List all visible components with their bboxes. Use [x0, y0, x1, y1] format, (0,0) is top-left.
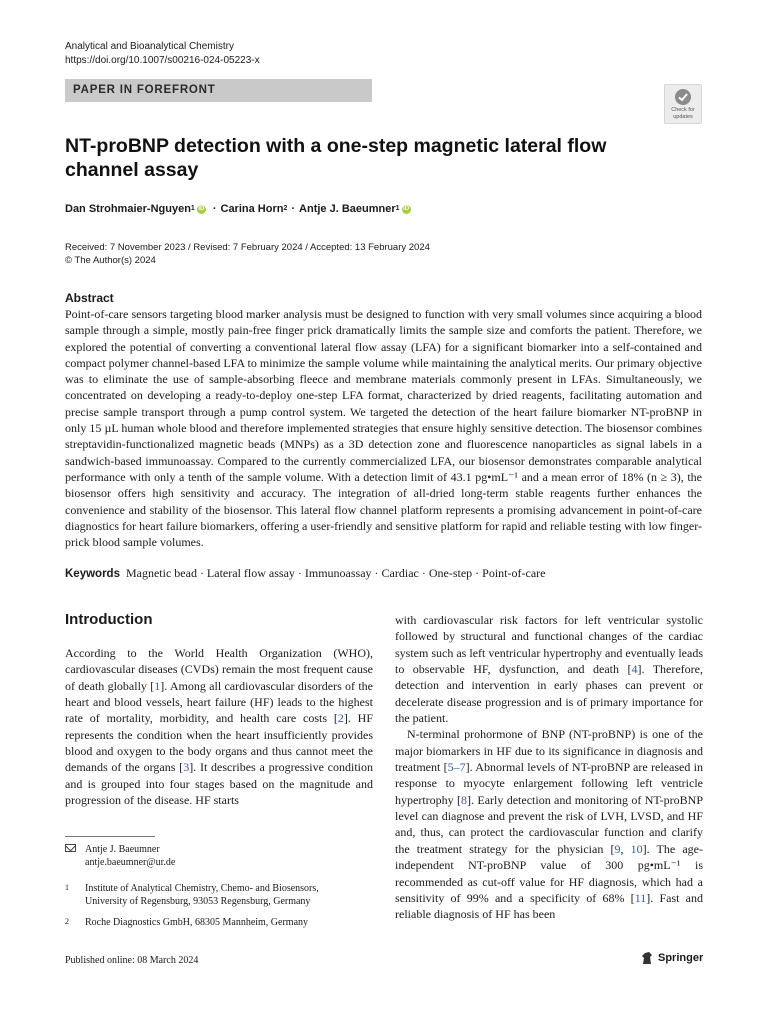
published-date: Published online: 08 March 2024 — [65, 955, 199, 966]
citation-link[interactable]: 5–7 — [447, 760, 466, 775]
check-updates-line2: updates — [673, 114, 693, 120]
article-dates — [65, 241, 430, 267]
journal-name: Analytical and Bioanalytical Chemistry — [65, 41, 234, 52]
corresponding-email[interactable]: antje.baeumner@ur.de — [85, 857, 176, 868]
affiliation-line: University of Regensburg, 93053 Regensburg, Germany — [85, 896, 311, 907]
author-list: Dan Strohmaier-Nguyen 1 iD · Carina Horn 2 · Antje J. Baeumner 1 iD — [65, 203, 410, 215]
check-updates-icon — [674, 88, 692, 106]
copyright: © The Author(s) 2024 — [65, 255, 156, 266]
article-type-banner: PAPER IN FOREFRONT — [65, 79, 372, 102]
intro-paragraph: N-terminal prohormone of BNP (NT-proBNP) is one of the major biomarkers in HF due to its significance in diagnosis and treatment [5–7]. Abnormal levels of NT-proBNP are released in response to myocyte enlargement following left ventricle hypertrophy [8]. Early detection and monitoring of NT-proBNP level can diagnose and prevent the risk of LVH, LVSD, and HF and, thus, can protect the cardiovascular function and clarify the treatment strategy for the physician [9, 10]. The age-independent NT-proBNP value of 300 pg•mL⁻¹ is recommended as cut-off value for HF diagnosis, which had a sensitivity of 99% and a specificity of 68% [11]. Fast and reliable diagnosis of HF has been — [395, 727, 704, 922]
citation-link[interactable]: 4 — [631, 662, 638, 677]
citation-link[interactable]: 3 — [183, 760, 190, 775]
intro-left-column: According to the World Health Organization (WHO), cardiovascular diseases (CVDs) remain the most frequent cause of death globally [1]. Among all cardiovascular disorders of the heart and blood vessels, heart failure (HF) leads to the highest rate of mortality, morbidity, and health care costs [2]. HF represents the condition when the heart insufficiently provides blood and oxygen to the body organs and thus cannot meet the demands of the organs [3]. It describes a progressive condition and is grouped into four stages based on the magnitude and progression of the disease. HF starts — [65, 646, 374, 808]
author-separator: · — [212, 203, 217, 215]
abstract-text: Point-of-care sensors targeting blood marker analysis must be designed to function with very small volumes since acquiring a blood sample through a simple, mostly pain-free finger prick dramatically limits the sample size and comforts the patient. Therefore, we explored the potential of converting a conventional lateral flow assay (LFA) for a significant biomarker into a self-contained and compact polymer channel-based LFA to minimize the sample volume while maintaining the analytical merits. Our primary objective was to eliminate the use of sample-absorbing fleece and membrane materials commonly present in LFAs. Simultaneously, we concentrated on developing a ready-to-deploy one-step LFA format, characterized by dried reagents, facilitating automation and precise sample transport through a pump control system. We targeted the detection of the heart failure biomarker NT-proBNP in only 15 µL human whole blood and therefore implemented strategies that ensure highly sensitive detection. The biosensor combines streptavidin-functionalized magnetic beads (MNPs) as a 3D detection zone and fluorescence nanoparticles as signal labels in a sandwich-based immunoassay. Compared to the currently commercialized LFA, our biosensor demonstrates comparable analytical performance with only a tenth of the sample volume. With a detection limit of 43.1 pg•mL⁻¹ and a mean error of 18% (n ≥ 3), the biosensor offers high sensitivity and accuracy. The integration of all-dried long-term stable reagents further enhances the convenience and stability of the biosensor. This lateral flow channel platform represents a promising advancement in point-of-care diagnostics for heart failure biomarkers, offering a user-friendly and sensitive platform for rapid and reliable testing with low finger-prick blood sample volumes. — [65, 307, 702, 550]
citation-link[interactable]: 11 — [634, 890, 647, 905]
author-name[interactable]: Dan Strohmaier-Nguyen — [65, 203, 191, 215]
citation-link[interactable]: 9 — [614, 841, 621, 856]
check-for-updates-badge[interactable] — [664, 84, 702, 124]
author-name[interactable]: Carina Horn — [220, 203, 284, 215]
article-title: NT-proBNP detection with a one-step magnetic lateral flow channel assay — [65, 135, 607, 181]
intro-paragraph: with cardiovascular risk factors for left ventricular systolic followed by structural and functional changes of the cardiac system such as left ventricular hypertrophy and eventually leads to observable HF, dysfunction, and death [4]. Therefore, detection and intervention in early phases can prevent or decelerate disease progression and is of primary importance for the patient. — [395, 613, 703, 726]
orcid-icon[interactable]: iD — [198, 205, 205, 212]
affiliation-line: Roche Diagnostics GmbH, 68305 Mannheim, Germany — [85, 917, 309, 928]
doi-link[interactable]: https://doi.org/10.1007/s00216-024-05223-x — [65, 55, 260, 66]
envelope-icon — [65, 844, 76, 852]
footnote-divider — [65, 836, 155, 837]
affiliation-line: Institute of Analytical Chemistry, Chemo- and Biosensors, — [85, 883, 319, 894]
citation-link[interactable]: 10 — [630, 841, 643, 856]
keywords-label: Keywords — [65, 568, 120, 580]
affiliation-number: 1 — [65, 883, 69, 892]
intro-right-column — [395, 612, 703, 923]
keywords — [65, 566, 545, 581]
springer-horse-icon — [640, 951, 654, 965]
affiliation-number: 2 — [65, 917, 69, 926]
check-updates-line1: Check for — [671, 107, 695, 113]
section-heading-introduction: Introduction — [65, 611, 153, 628]
abstract-heading: Abstract — [65, 291, 114, 305]
citation-link[interactable]: 8 — [461, 792, 468, 807]
publisher-name: Springer — [658, 952, 704, 964]
author-name[interactable]: Antje J. Baeumner — [299, 203, 396, 215]
keywords-list: Magnetic bead · Lateral flow assay · Immunoassay · Cardiac · One-step · Point-of-care — [125, 566, 546, 580]
publisher-logo[interactable] — [640, 951, 703, 965]
author-separator: · — [291, 203, 296, 215]
corresponding-author: Antje J. Baeumner — [85, 844, 160, 855]
journal-header — [65, 40, 260, 68]
citation-link[interactable]: 2 — [337, 711, 344, 726]
citation-link[interactable]: 1 — [154, 678, 161, 693]
orcid-icon[interactable]: iD — [403, 205, 410, 212]
received-dates: Received: 7 November 2023 / Revised: 7 February 2024 / Accepted: 13 February 2024 — [65, 242, 430, 253]
